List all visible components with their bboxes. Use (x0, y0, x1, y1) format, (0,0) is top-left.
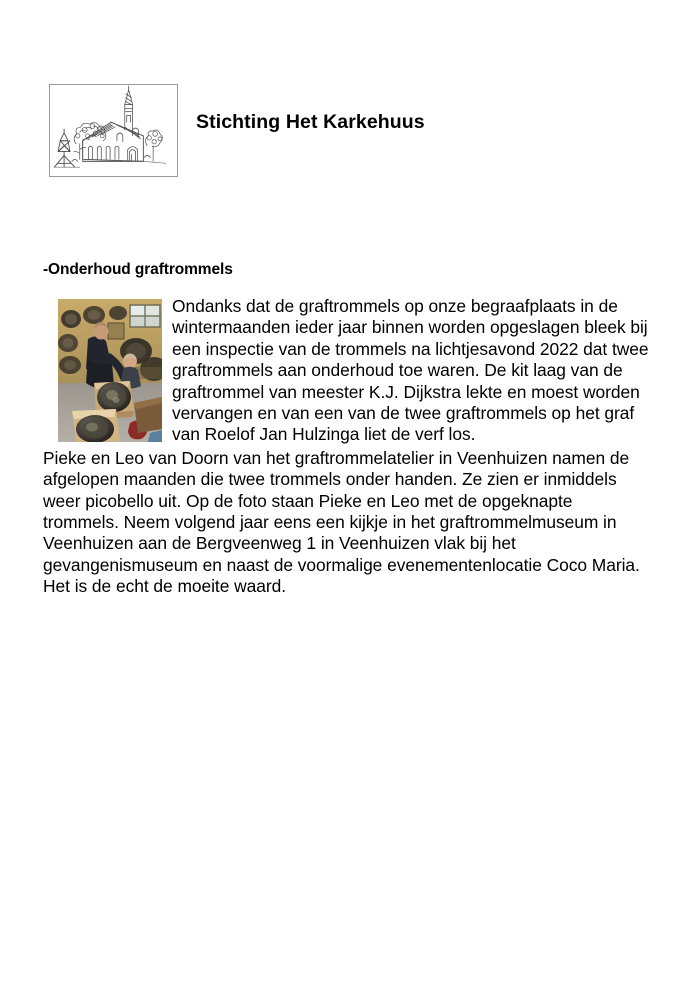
article-body (43, 296, 650, 598)
section-heading: -Onderhoud graftrommels (43, 261, 233, 278)
document-header (49, 84, 649, 179)
page-title: Stichting Het Karkehuus (196, 111, 425, 133)
paragraph: Pieke en Leo van Doorn van het graftrommelatelier in Veenhuizen namen de afgelopen maanden die twee trommels onder handen. Ze zien er inmiddels weer picobello uit. Op de foto staan Pieke en Leo met de opgeknapte trommels. Neem volgend jaar eens een kijkje in het graftrommelmuseum in Veenhuizen aan de Bergveenweg 1 in Veenhuizen vlak bij het gevangenismuseum en naast de voormalige evenementenlocatie Coco Maria. Het is de echt de moeite waard. (43, 447, 640, 597)
paragraph: Ondanks dat de graftrommels op onze begraafplaats in de wintermaanden ieder jaar binnen worden opgeslagen bleek bij een inspectie van de trommels na lichtjesavond 2022 dat twee graftrommels aan onderhoud toe waren. De kit laag van de graftrommel van meester K.J. Dijkstra lekte en moest worden vervangen en van een van de twee graftrommels op het graf van Roelof Jan Hulzinga liet de verf los. (172, 296, 649, 445)
paragraph-block-1 (172, 296, 650, 446)
church-sketch-logo (49, 84, 178, 177)
workshop-photo (58, 299, 162, 442)
